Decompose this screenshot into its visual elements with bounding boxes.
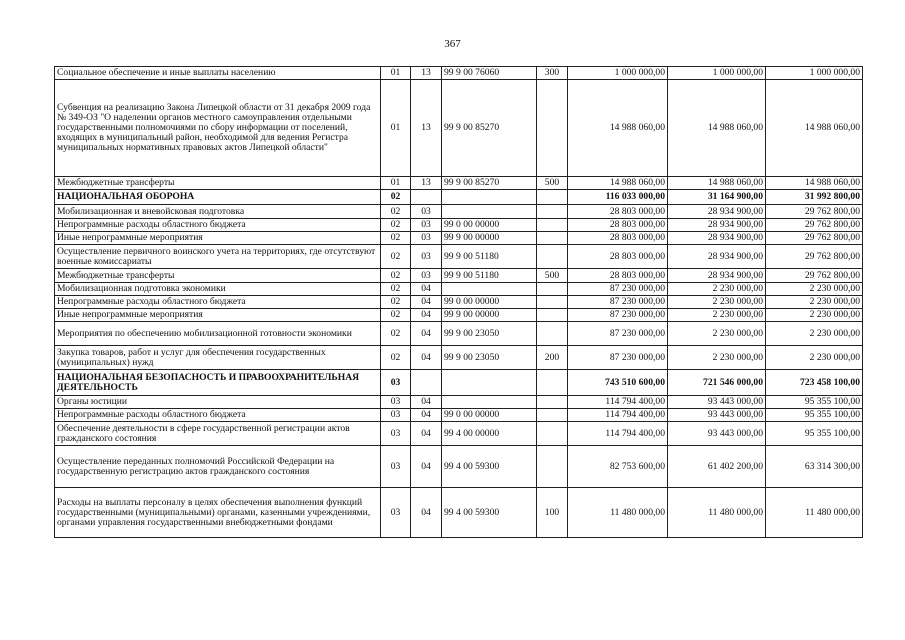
amount-year-1-cell: 116 033 000,00 xyxy=(568,190,668,205)
row-name-cell: Непрограммные расходы областного бюджета xyxy=(55,409,381,422)
table-row xyxy=(55,322,863,346)
amount-year-1-cell: 28 803 000,00 xyxy=(568,245,668,269)
row-name-cell: Межбюджетные трансферты xyxy=(55,177,381,190)
amount-year-1-cell: 114 794 400,00 xyxy=(568,409,668,422)
section-code-cell: 02 xyxy=(381,245,411,269)
section-code-cell: 01 xyxy=(381,67,411,80)
amount-year-1-cell: 87 230 000,00 xyxy=(568,346,668,370)
section-code-cell: 02 xyxy=(381,309,411,322)
section-code-cell: 02 xyxy=(381,205,411,219)
subsection-code-cell: 04 xyxy=(411,283,442,296)
page-number: 367 xyxy=(444,38,461,50)
row-name-cell: Осуществление переданных полномочий Российской Федерации на государственную регистрацию актов гражданского состояния xyxy=(55,446,381,488)
amount-year-1-cell: 14 988 060,00 xyxy=(568,80,668,177)
target-article-code-cell: 99 0 00 00000 xyxy=(442,219,537,232)
expense-type-code-cell xyxy=(537,446,568,488)
table-row xyxy=(55,205,863,219)
row-name-cell: Непрограммные расходы областного бюджета xyxy=(55,296,381,309)
expense-type-code-cell: 500 xyxy=(537,177,568,190)
budget-table xyxy=(54,66,863,538)
subsection-code-cell: 04 xyxy=(411,322,442,346)
amount-year-1-cell: 28 803 000,00 xyxy=(568,219,668,232)
section-code-cell: 03 xyxy=(381,422,411,446)
amount-year-3-cell: 11 480 000,00 xyxy=(766,488,863,538)
table-body xyxy=(55,67,863,538)
subsection-code-cell: 03 xyxy=(411,232,442,245)
table-row xyxy=(55,446,863,488)
amount-year-3-cell: 14 988 060,00 xyxy=(766,80,863,177)
subsection-code-cell: 04 xyxy=(411,488,442,538)
section-code-cell: 01 xyxy=(381,177,411,190)
target-article-code-cell: 99 0 00 00000 xyxy=(442,409,537,422)
amount-year-2-cell: 2 230 000,00 xyxy=(668,322,766,346)
row-name-cell: Непрограммные расходы областного бюджета xyxy=(55,219,381,232)
amount-year-1-cell: 87 230 000,00 xyxy=(568,283,668,296)
table-row xyxy=(55,177,863,190)
amount-year-2-cell: 93 443 000,00 xyxy=(668,409,766,422)
amount-year-1-cell: 114 794 400,00 xyxy=(568,396,668,409)
target-article-code-cell: 99 9 00 00000 xyxy=(442,309,537,322)
amount-year-3-cell: 2 230 000,00 xyxy=(766,322,863,346)
subsection-code-cell: 13 xyxy=(411,80,442,177)
section-code-cell: 02 xyxy=(381,296,411,309)
subsection-code-cell: 13 xyxy=(411,67,442,80)
section-code-cell: 03 xyxy=(381,370,411,396)
section-code-cell: 02 xyxy=(381,346,411,370)
expense-type-code-cell xyxy=(537,322,568,346)
subsection-code-cell: 04 xyxy=(411,409,442,422)
section-code-cell: 02 xyxy=(381,232,411,245)
target-article-code-cell xyxy=(442,370,537,396)
amount-year-3-cell: 2 230 000,00 xyxy=(766,309,863,322)
target-article-code-cell xyxy=(442,283,537,296)
expense-type-code-cell xyxy=(537,370,568,396)
amount-year-2-cell: 28 934 900,00 xyxy=(668,245,766,269)
target-article-code-cell: 99 0 00 00000 xyxy=(442,296,537,309)
amount-year-1-cell: 1 000 000,00 xyxy=(568,67,668,80)
amount-year-3-cell: 29 762 800,00 xyxy=(766,245,863,269)
amount-year-1-cell: 87 230 000,00 xyxy=(568,322,668,346)
amount-year-1-cell: 28 803 000,00 xyxy=(568,269,668,283)
row-name-cell: Осуществление первичного воинского учета на территориях, где отсутствуют военные комиссариаты xyxy=(55,245,381,269)
section-code-cell: 03 xyxy=(381,409,411,422)
target-article-code-cell: 99 9 00 00000 xyxy=(442,232,537,245)
table-row xyxy=(55,309,863,322)
row-name-cell: Закупка товаров, работ и услуг для обеспечения государственных (муниципальных) нужд xyxy=(55,346,381,370)
table-row xyxy=(55,245,863,269)
section-code-cell: 01 xyxy=(381,80,411,177)
amount-year-2-cell: 93 443 000,00 xyxy=(668,396,766,409)
table-row xyxy=(55,296,863,309)
amount-year-1-cell: 28 803 000,00 xyxy=(568,205,668,219)
table-row xyxy=(55,370,863,396)
amount-year-2-cell: 93 443 000,00 xyxy=(668,422,766,446)
amount-year-3-cell: 29 762 800,00 xyxy=(766,269,863,283)
expense-type-code-cell xyxy=(537,396,568,409)
amount-year-1-cell: 14 988 060,00 xyxy=(568,177,668,190)
row-name-cell: Мероприятия по обеспечению мобилизационной готовности экономики xyxy=(55,322,381,346)
section-code-cell: 02 xyxy=(381,219,411,232)
amount-year-2-cell: 721 546 000,00 xyxy=(668,370,766,396)
expense-type-code-cell: 100 xyxy=(537,488,568,538)
subsection-code-cell: 13 xyxy=(411,177,442,190)
expense-type-code-cell xyxy=(537,283,568,296)
table-row xyxy=(55,346,863,370)
target-article-code-cell: 99 9 00 51180 xyxy=(442,245,537,269)
amount-year-3-cell: 29 762 800,00 xyxy=(766,232,863,245)
expense-type-code-cell xyxy=(537,409,568,422)
expense-type-code-cell xyxy=(537,296,568,309)
target-article-code-cell: 99 9 00 51180 xyxy=(442,269,537,283)
amount-year-3-cell: 63 314 300,00 xyxy=(766,446,863,488)
target-article-code-cell xyxy=(442,190,537,205)
expense-type-code-cell xyxy=(537,422,568,446)
target-article-code-cell xyxy=(442,205,537,219)
expense-type-code-cell xyxy=(537,190,568,205)
table-row xyxy=(55,409,863,422)
target-article-code-cell: 99 4 00 59300 xyxy=(442,446,537,488)
amount-year-1-cell: 28 803 000,00 xyxy=(568,232,668,245)
expense-type-code-cell xyxy=(537,219,568,232)
target-article-code-cell: 99 9 00 23050 xyxy=(442,346,537,370)
amount-year-3-cell: 1 000 000,00 xyxy=(766,67,863,80)
amount-year-2-cell: 14 988 060,00 xyxy=(668,177,766,190)
amount-year-2-cell: 28 934 900,00 xyxy=(668,269,766,283)
amount-year-2-cell: 2 230 000,00 xyxy=(668,283,766,296)
expense-type-code-cell xyxy=(537,309,568,322)
subsection-code-cell: 04 xyxy=(411,446,442,488)
amount-year-3-cell: 14 988 060,00 xyxy=(766,177,863,190)
row-name-cell: НАЦИОНАЛЬНАЯ ОБОРОНА xyxy=(55,190,381,205)
subsection-code-cell: 04 xyxy=(411,296,442,309)
amount-year-2-cell: 11 480 000,00 xyxy=(668,488,766,538)
amount-year-1-cell: 743 510 600,00 xyxy=(568,370,668,396)
expense-type-code-cell xyxy=(537,232,568,245)
subsection-code-cell xyxy=(411,190,442,205)
table-row xyxy=(55,283,863,296)
table-row xyxy=(55,269,863,283)
subsection-code-cell: 03 xyxy=(411,205,442,219)
amount-year-2-cell: 2 230 000,00 xyxy=(668,346,766,370)
table-row xyxy=(55,190,863,205)
table-row xyxy=(55,488,863,538)
subsection-code-cell: 04 xyxy=(411,346,442,370)
row-name-cell: Иные непрограммные мероприятия xyxy=(55,232,381,245)
amount-year-3-cell: 95 355 100,00 xyxy=(766,396,863,409)
table-row xyxy=(55,232,863,245)
section-code-cell: 02 xyxy=(381,322,411,346)
target-article-code-cell: 99 9 00 85270 xyxy=(442,80,537,177)
subsection-code-cell xyxy=(411,370,442,396)
amount-year-1-cell: 11 480 000,00 xyxy=(568,488,668,538)
section-code-cell: 03 xyxy=(381,396,411,409)
amount-year-3-cell: 95 355 100,00 xyxy=(766,422,863,446)
row-name-cell: Мобилизационная и вневойсковая подготовка xyxy=(55,205,381,219)
subsection-code-cell: 03 xyxy=(411,269,442,283)
amount-year-3-cell: 31 992 800,00 xyxy=(766,190,863,205)
section-code-cell: 02 xyxy=(381,190,411,205)
row-name-cell: Социальное обеспечение и иные выплаты населению xyxy=(55,67,381,80)
amount-year-2-cell: 14 988 060,00 xyxy=(668,80,766,177)
amount-year-2-cell: 61 402 200,00 xyxy=(668,446,766,488)
section-code-cell: 02 xyxy=(381,269,411,283)
target-article-code-cell: 99 9 00 85270 xyxy=(442,177,537,190)
amount-year-3-cell: 2 230 000,00 xyxy=(766,346,863,370)
section-code-cell: 02 xyxy=(381,283,411,296)
row-name-cell: Субвенция на реализацию Закона Липецкой области от 31 декабря 2009 года № 349-ОЗ "О наделении органов местного самоуправления отдельными государственными полномочиями по сбору информации от поселений, входящих в муниципальный район, необходимой для ведения Регистра муниципальных нормативных правовых актов Липецкой области" xyxy=(55,80,381,177)
subsection-code-cell: 04 xyxy=(411,422,442,446)
amount-year-2-cell: 31 164 900,00 xyxy=(668,190,766,205)
amount-year-2-cell: 28 934 900,00 xyxy=(668,205,766,219)
table-row xyxy=(55,396,863,409)
amount-year-1-cell: 82 753 600,00 xyxy=(568,446,668,488)
section-code-cell: 03 xyxy=(381,488,411,538)
amount-year-2-cell: 1 000 000,00 xyxy=(668,67,766,80)
expense-type-code-cell xyxy=(537,245,568,269)
row-name-cell: НАЦИОНАЛЬНАЯ БЕЗОПАСНОСТЬ И ПРАВООХРАНИТЕЛЬНАЯ ДЕЯТЕЛЬНОСТЬ xyxy=(55,370,381,396)
row-name-cell: Органы юстиции xyxy=(55,396,381,409)
target-article-code-cell: 99 4 00 00000 xyxy=(442,422,537,446)
amount-year-3-cell: 29 762 800,00 xyxy=(766,205,863,219)
expense-type-code-cell: 500 xyxy=(537,269,568,283)
subsection-code-cell: 03 xyxy=(411,245,442,269)
table-row xyxy=(55,67,863,80)
amount-year-2-cell: 2 230 000,00 xyxy=(668,296,766,309)
row-name-cell: Обеспечение деятельности в сфере государственной регистрации актов гражданского состояния xyxy=(55,422,381,446)
row-name-cell: Мобилизационная подготовка экономики xyxy=(55,283,381,296)
amount-year-3-cell: 723 458 100,00 xyxy=(766,370,863,396)
amount-year-1-cell: 87 230 000,00 xyxy=(568,309,668,322)
subsection-code-cell: 04 xyxy=(411,396,442,409)
target-article-code-cell: 99 4 00 59300 xyxy=(442,488,537,538)
amount-year-3-cell: 29 762 800,00 xyxy=(766,219,863,232)
target-article-code-cell: 99 9 00 23050 xyxy=(442,322,537,346)
amount-year-2-cell: 28 934 900,00 xyxy=(668,232,766,245)
amount-year-3-cell: 2 230 000,00 xyxy=(766,283,863,296)
target-article-code-cell xyxy=(442,396,537,409)
amount-year-3-cell: 2 230 000,00 xyxy=(766,296,863,309)
subsection-code-cell: 03 xyxy=(411,219,442,232)
row-name-cell: Иные непрограммные мероприятия xyxy=(55,309,381,322)
expense-type-code-cell: 200 xyxy=(537,346,568,370)
table-row xyxy=(55,219,863,232)
table-row xyxy=(55,422,863,446)
section-code-cell: 03 xyxy=(381,446,411,488)
expense-type-code-cell xyxy=(537,205,568,219)
expense-type-code-cell xyxy=(537,80,568,177)
amount-year-1-cell: 114 794 400,00 xyxy=(568,422,668,446)
amount-year-2-cell: 28 934 900,00 xyxy=(668,219,766,232)
amount-year-2-cell: 2 230 000,00 xyxy=(668,309,766,322)
expense-type-code-cell: 300 xyxy=(537,67,568,80)
amount-year-3-cell: 95 355 100,00 xyxy=(766,409,863,422)
row-name-cell: Межбюджетные трансферты xyxy=(55,269,381,283)
target-article-code-cell: 99 9 00 76060 xyxy=(442,67,537,80)
row-name-cell: Расходы на выплаты персоналу в целях обеспечения выполнения функций государственными (муниципальными) органами, казенными учреждениями, органами управления государственными внебюджетными фондами xyxy=(55,488,381,538)
subsection-code-cell: 04 xyxy=(411,309,442,322)
table-row xyxy=(55,80,863,177)
amount-year-1-cell: 87 230 000,00 xyxy=(568,296,668,309)
